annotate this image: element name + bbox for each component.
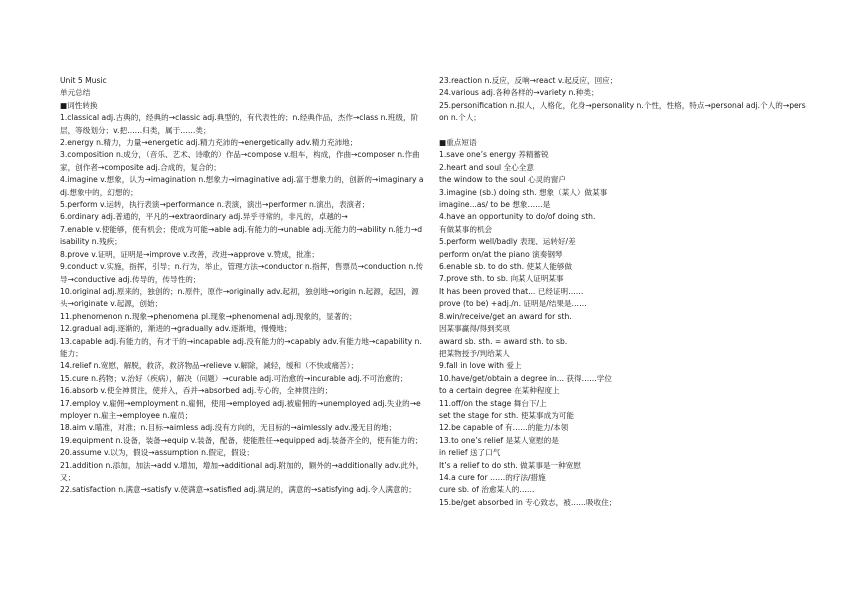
- text-line: 24.various adj.各种各样的→variety n.种类；: [439, 88, 599, 98]
- text-line: 13.to one’s relief 是某人宽慰的是: [439, 435, 559, 445]
- text-line: 8.win/receive/get an award for sth.: [439, 311, 572, 321]
- text-line: 12.gradual adj.逐渐的，渐进的→gradually adv.逐渐地，慢慢地；: [60, 324, 292, 334]
- text-line: 17.employ v.雇佣→employment n.雇佣，使用→employed adj.被雇佣的→unemployed adj.失业的→employer n.雇主→employee n.雇员；: [60, 398, 421, 420]
- text-line: 9.conduct v.实施，指挥，引导；n.行为，举止，管理方法→conductor n.指挥，售票员→conduction n.传导→conductive adj.传导的，传导性的；: [60, 262, 424, 284]
- text-line: 1.save one’s energy 养精蓄锐: [439, 150, 549, 160]
- text-line: 10.have/get/obtain a degree in... 获得……学位: [439, 373, 612, 383]
- text-line: 19.equipment n.设备，装备→equip v.装备，配备，使能胜任→equipped adj.装备齐全的，使有能力的；: [60, 435, 423, 445]
- text-line: Unit 5 Music: [60, 76, 107, 85]
- text-line: the window to the soul 心灵的窗户: [439, 175, 566, 185]
- text-line: It’s a relief to do sth. 做某事是一种宽慰: [439, 460, 581, 470]
- text-line: 6.enable sb. to do sth. 使某人能够做: [439, 262, 573, 272]
- text-line: set the stage for sth. 使某事成为可能: [439, 410, 574, 420]
- text-line: 11.off/on the stage 舞台下/上: [439, 398, 547, 408]
- text-line: 21.addition n.添加，加法→add v.增加，增加→additional adj.附加的，额外的→additionally adv.此外，又；: [60, 460, 424, 482]
- text-line: cure sb. of 治愈某人的……: [439, 485, 535, 495]
- text-line: prove (to be) +adj./n. 证明是/结果是……: [439, 299, 587, 309]
- text-line: to a certain degree 在某种程度上: [439, 386, 560, 396]
- text-line: 8.prove v.证明，证明是→improve v.改善，改进→approve v.赞成，批准；: [60, 249, 319, 259]
- text-line: 有做某事的机会: [439, 224, 493, 234]
- text-line: 4.imagine v.想象，认为→imagination n.想象力→imaginative adj.富于想象力的，创新的→imaginary adj.想象中的，幻想的；: [60, 175, 424, 197]
- text-line: 11.phenomenon n.现象→phenomena pl.现象→phenomenal adj.现象的，显著的；: [60, 311, 357, 321]
- text-line: 把某物授予/判给某人: [439, 348, 510, 358]
- text-line: 6.ordinary adj.普通的，平凡的→extraordinary adj.异乎寻常的，非凡的，卓越的→: [60, 212, 348, 222]
- text-line: 10.original adj.原来的，独创的；n.原件，原作→originally adv.起初，独创地→origin n.起源，起因，源头→originate v.起源，创始；: [60, 286, 419, 309]
- text-line: ■重点短语: [439, 138, 477, 148]
- text-line: 14.a cure for ……的疗法/措施: [439, 472, 546, 482]
- text-line: It has been proved that... 已经证明……: [439, 286, 584, 296]
- text-line: 15.be/get absorbed in 专心致志，被……吸收住；: [439, 497, 617, 507]
- text-line: 单元总结: [60, 88, 91, 98]
- text-line: 5.perform well/badly 表现、运转好/差: [439, 237, 576, 247]
- text-line: 13.capable adj.有能力的，有才干的→incapable adj.没有能力的→capably adv.有能力地→capability n.能力；: [60, 336, 422, 358]
- left-column: [60, 75, 424, 497]
- text-line: 4.have an opportunity to do/of doing sth.: [439, 212, 596, 222]
- text-line: 23.reaction n.反应，反响→react v.起反应，回应；: [439, 76, 618, 85]
- text-line: 7.prove sth. to sb. 向某人证明某事: [439, 274, 564, 284]
- text-line: imagine...as/ to be 想象……是: [439, 200, 551, 210]
- right-column: [439, 75, 807, 509]
- text-line: 25.personification n.拟人，人格化，化身→personality n.个性，性格，特点→personal adj.个人的→person n.个人；: [439, 100, 806, 123]
- text-line: 9.fall in love with 爱上: [439, 361, 522, 371]
- text-line: 15.cure n.药物；v.治好（疾病），解决（问题）→curable adj.可治愈的→incurable adj.不可治愈的；: [60, 373, 408, 383]
- text-line: 1.classical adj.古典的，经典的→classic adj.典型的，有代表性的；n.经典作品，杰作→class n.班级，阶层，等级划分；v.把……归类，属于……类；: [60, 113, 419, 135]
- text-line: ■词性转换: [60, 100, 98, 110]
- text-line: 22.satisfaction n.满意→satisfy v.使满意→satisfied adj.满足的，满意的→satisfying adj.令人满意的；: [60, 485, 416, 495]
- text-line: 7.enable v.使能够，使有机会；使成为可能→able adj.有能力的→unable adj.无能力的→ability n.能力→disability n.残疾；: [60, 224, 423, 247]
- text-line: 因某事赢得/得到奖项: [439, 324, 510, 334]
- text-line: 5.perform v.运转，执行表演→performance n.表演，演出→performer n.演出，表演者；: [60, 200, 370, 210]
- text-line: 2.energy n.精力，力量→energetic adj.精力充沛的→energetically adv.精力充沛地；: [60, 138, 358, 148]
- text-line: 3.imagine (sb.) doing sth. 想象（某人）做某事: [439, 187, 608, 197]
- text-line: 2.heart and soul 全心全意: [439, 162, 534, 172]
- text-line: award sb. sth. = award sth. to sb.: [439, 336, 568, 346]
- text-line: 20.assume v.以为，假设→assumption n.假定，假设；: [60, 448, 254, 458]
- text-line: in relief 送了口气: [439, 448, 501, 458]
- text-line: perform on/at the piano 演奏钢琴: [439, 249, 563, 259]
- text-line: 3.composition n.成分，（音乐、艺术、诗歌的）作品→compose v.组车，构成，作曲→composer n.作曲家，创作者→composite adj.合成的，复合的；: [60, 150, 420, 172]
- text-line: 16.absorb v.使全神贯注，使并入，吞并→absorbed adj.专心的，全神贯注的；: [60, 386, 333, 396]
- text-line: 14.relief n.宽慰，解脱，救济，救济物品→relieve v.解除，减轻，缓和（不快或痛苦）；: [60, 361, 359, 371]
- text-line: 12.be capable of 有……的能力/本领: [439, 423, 569, 433]
- text-line: 18.aim v.瞄准，对准；n.目标→aimless adj.没有方向的，无目标的→aimlessly adv.漫无目的地；: [60, 423, 397, 433]
- blank-line: [439, 125, 807, 137]
